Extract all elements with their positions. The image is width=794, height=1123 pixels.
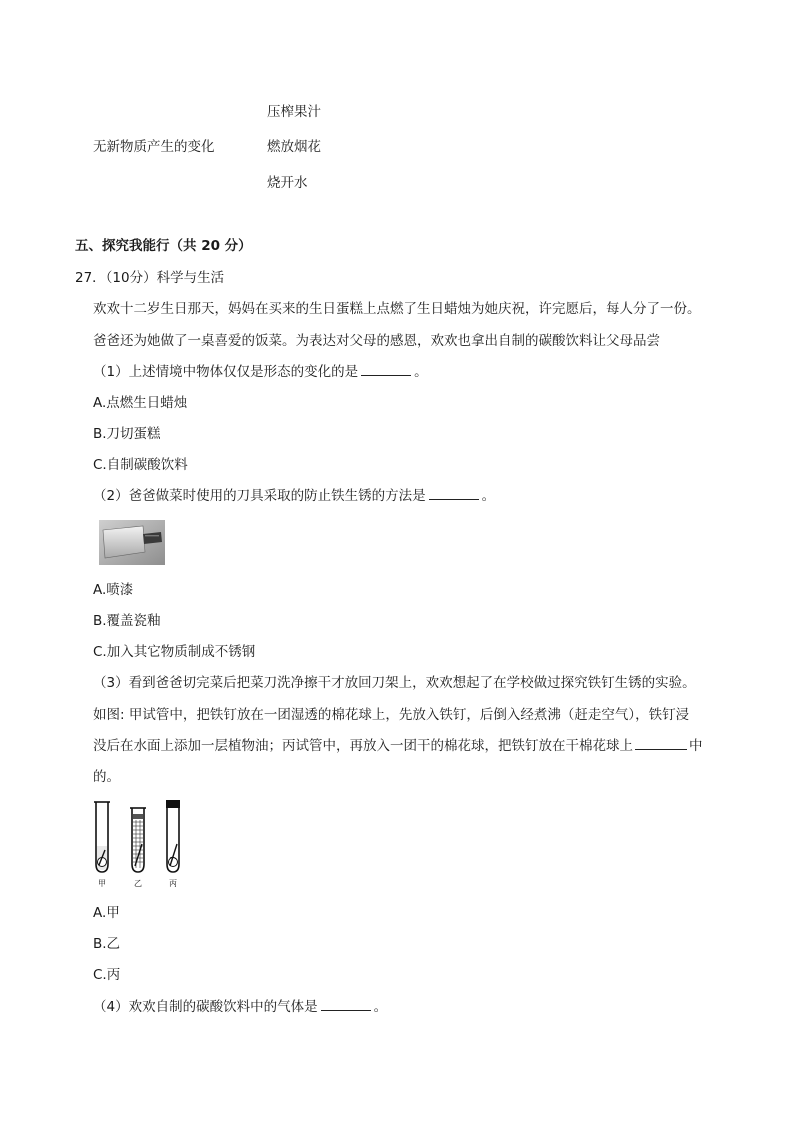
- q1-answer-blank[interactable]: [361, 362, 411, 376]
- tube-label-bing: 丙: [169, 879, 177, 888]
- q1-stem-text: （1）上述情境中物体仅仅是形态的变化的是: [93, 364, 359, 380]
- section-title: 五、探究我能行（共 20 分）: [75, 238, 252, 254]
- q3-line-3-end: 中: [689, 738, 703, 754]
- q2-stem-text: （2）爸爸做菜时使用的刀具采取的防止铁生锈的方法是: [93, 488, 426, 504]
- intro-line-2: 爸爸还为她做了一桌喜爱的饭菜。为表达对父母的感恩，欢欢也拿出自制的碳酸饮料让父母品尝: [93, 333, 660, 349]
- q2-option-c: C.加入其它物质制成不锈钢: [93, 644, 256, 660]
- intro-line-1: 欢欢十二岁生日那天，妈妈在买来的生日蛋糕上点燃了生日蜡烛为她庆祝，许完愿后，每人分了一份。: [93, 301, 701, 317]
- test-tube-jia: [94, 802, 110, 872]
- q4-stem-text: （4）欢欢自制的碳酸饮料中的气体是: [93, 999, 318, 1015]
- match-right-item-1: 压榨果汁: [267, 104, 321, 120]
- q4-answer-blank[interactable]: [321, 997, 371, 1011]
- match-right-item-3: 烧开水: [267, 175, 308, 191]
- q3-line-3-text: 没后在水面上添加一层植物油；丙试管中，再放入一团干的棉花球，把铁钉放在干棉花球上: [93, 738, 633, 754]
- q1-stem-end: 。: [414, 364, 428, 380]
- test-tube-yi: [130, 808, 146, 872]
- q3-line-3: [93, 736, 703, 756]
- question-header: 27．（10分）科学与生活: [75, 270, 225, 286]
- match-right-item-2: 燃放烟花: [267, 139, 321, 155]
- q3-line-2: 如图: 甲试管中，把铁钉放在一团湿透的棉花球上，先放入铁钉，后倒入经煮沸（赶走空气），铁钉浸: [93, 707, 690, 723]
- q4-stem-end: 。: [373, 999, 388, 1015]
- q2-stem-end: 。: [481, 488, 496, 504]
- q1-stem: [93, 362, 428, 382]
- q2-option-a: A.喷漆: [93, 582, 134, 598]
- tube-label-jia: 甲: [98, 879, 106, 888]
- q2-stem: [93, 486, 495, 506]
- q3-answer-blank[interactable]: [635, 736, 687, 750]
- q2-option-b: B.覆盖瓷釉: [93, 613, 161, 629]
- q1-option-c: C.自制碳酸饮料: [93, 457, 188, 473]
- q1-option-b: B.刀切蛋糕: [93, 426, 161, 442]
- q3-option-c: C.丙: [93, 967, 121, 983]
- q3-line-4: 的。: [93, 769, 120, 785]
- cleaver-knife-image: [99, 520, 165, 565]
- q1-option-a: A.点燃生日蜡烛: [93, 395, 188, 411]
- q2-answer-blank[interactable]: [429, 486, 479, 500]
- match-left-label: 无新物质产生的变化: [93, 139, 215, 155]
- test-tubes-figure: [90, 798, 186, 890]
- q3-line-1: （3）看到爸爸切完菜后把菜刀洗净擦干才放回刀架上，欢欢想起了在学校做过探究铁钉生锈的实验。: [93, 675, 696, 691]
- test-tube-bing: [166, 800, 180, 872]
- q3-option-b: B.乙: [93, 936, 121, 952]
- q3-option-a: A.甲: [93, 905, 120, 921]
- q4-stem: [93, 997, 387, 1017]
- tube-label-yi: 乙: [134, 879, 142, 888]
